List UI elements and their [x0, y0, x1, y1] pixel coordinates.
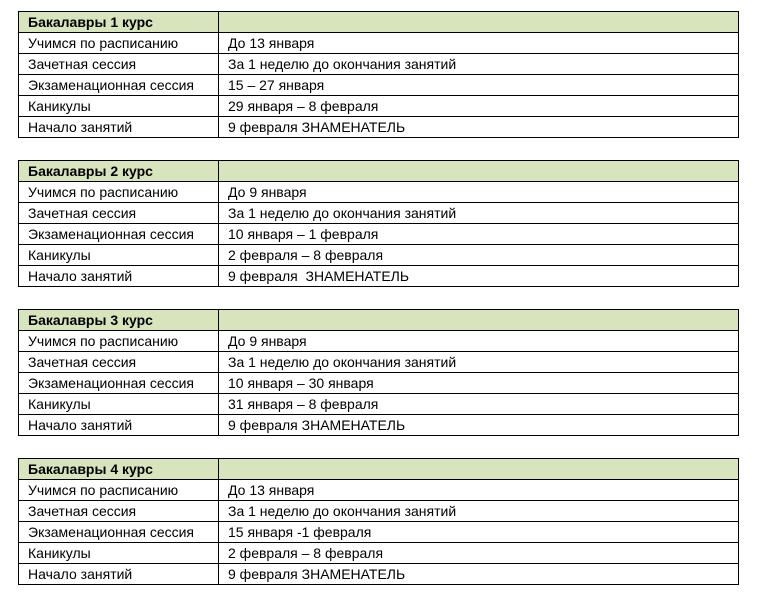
schedule-table-course-3	[18, 309, 739, 436]
row-value: 9 февраля ЗНАМЕНАТЕЛЬ	[219, 266, 739, 287]
row-value: За 1 неделю до окончания занятий	[219, 203, 739, 224]
row-value: За 1 неделю до окончания занятий	[219, 352, 739, 373]
schedule-table-course-2	[18, 160, 739, 287]
row-value: 10 января – 30 января	[219, 373, 739, 394]
row-value: 9 февраля ЗНАМЕНАТЕЛЬ	[219, 415, 739, 436]
table-row	[19, 522, 739, 543]
row-value: До 9 января	[219, 331, 739, 352]
row-value: 2 февраля – 8 февраля	[219, 245, 739, 266]
row-value: 31 января – 8 февраля	[219, 394, 739, 415]
row-label: Зачетная сессия	[19, 352, 219, 373]
table-row	[19, 480, 739, 501]
table-title-value	[219, 161, 739, 182]
row-value: До 9 января	[219, 182, 739, 203]
table-row	[19, 75, 739, 96]
row-value: За 1 неделю до окончания занятий	[219, 54, 739, 75]
row-label: Начало занятий	[19, 415, 219, 436]
table-title: Бакалавры 1 курс	[19, 12, 219, 33]
row-label: Зачетная сессия	[19, 54, 219, 75]
schedule-table-course-1	[18, 11, 739, 138]
table-header-row	[19, 161, 739, 182]
table-title: Бакалавры 2 курс	[19, 161, 219, 182]
table-row	[19, 501, 739, 522]
row-value: До 13 января	[219, 33, 739, 54]
row-label: Каникулы	[19, 96, 219, 117]
table-row	[19, 373, 739, 394]
table-row	[19, 564, 739, 585]
row-label: Каникулы	[19, 543, 219, 564]
table-row	[19, 33, 739, 54]
table-row	[19, 117, 739, 138]
table-title: Бакалавры 4 курс	[19, 459, 219, 480]
row-label: Учимся по расписанию	[19, 182, 219, 203]
row-value: 2 февраля – 8 февраля	[219, 543, 739, 564]
row-label: Экзаменационная сессия	[19, 373, 219, 394]
table-row	[19, 266, 739, 287]
row-label: Зачетная сессия	[19, 203, 219, 224]
table-row	[19, 352, 739, 373]
row-value: До 13 января	[219, 480, 739, 501]
row-value: 15 января -1 февраля	[219, 522, 739, 543]
table-row	[19, 54, 739, 75]
row-label: Экзаменационная сессия	[19, 75, 219, 96]
table-row	[19, 182, 739, 203]
row-label: Каникулы	[19, 394, 219, 415]
table-row	[19, 203, 739, 224]
row-label: Учимся по расписанию	[19, 331, 219, 352]
table-row	[19, 96, 739, 117]
row-value: 9 февраля ЗНАМЕНАТЕЛЬ	[219, 117, 739, 138]
schedule-table-course-4	[18, 458, 739, 585]
row-value: 29 января – 8 февраля	[219, 96, 739, 117]
row-label: Начало занятий	[19, 266, 219, 287]
row-label: Зачетная сессия	[19, 501, 219, 522]
table-row	[19, 415, 739, 436]
table-title-value	[219, 459, 739, 480]
row-label: Экзаменационная сессия	[19, 224, 219, 245]
row-value: За 1 неделю до окончания занятий	[219, 501, 739, 522]
row-label: Начало занятий	[19, 564, 219, 585]
row-value: 10 января – 1 февраля	[219, 224, 739, 245]
row-value: 15 – 27 января	[219, 75, 739, 96]
row-value: 9 февраля ЗНАМЕНАТЕЛЬ	[219, 564, 739, 585]
table-header-row	[19, 310, 739, 331]
table-row	[19, 224, 739, 245]
table-title: Бакалавры 3 курс	[19, 310, 219, 331]
table-title-value	[219, 12, 739, 33]
table-header-row	[19, 12, 739, 33]
table-row	[19, 331, 739, 352]
row-label: Учимся по расписанию	[19, 480, 219, 501]
row-label: Экзаменационная сессия	[19, 522, 219, 543]
row-label: Каникулы	[19, 245, 219, 266]
table-row	[19, 394, 739, 415]
row-label: Учимся по расписанию	[19, 33, 219, 54]
table-row	[19, 543, 739, 564]
table-header-row	[19, 459, 739, 480]
row-label: Начало занятий	[19, 117, 219, 138]
table-row	[19, 245, 739, 266]
table-title-value	[219, 310, 739, 331]
